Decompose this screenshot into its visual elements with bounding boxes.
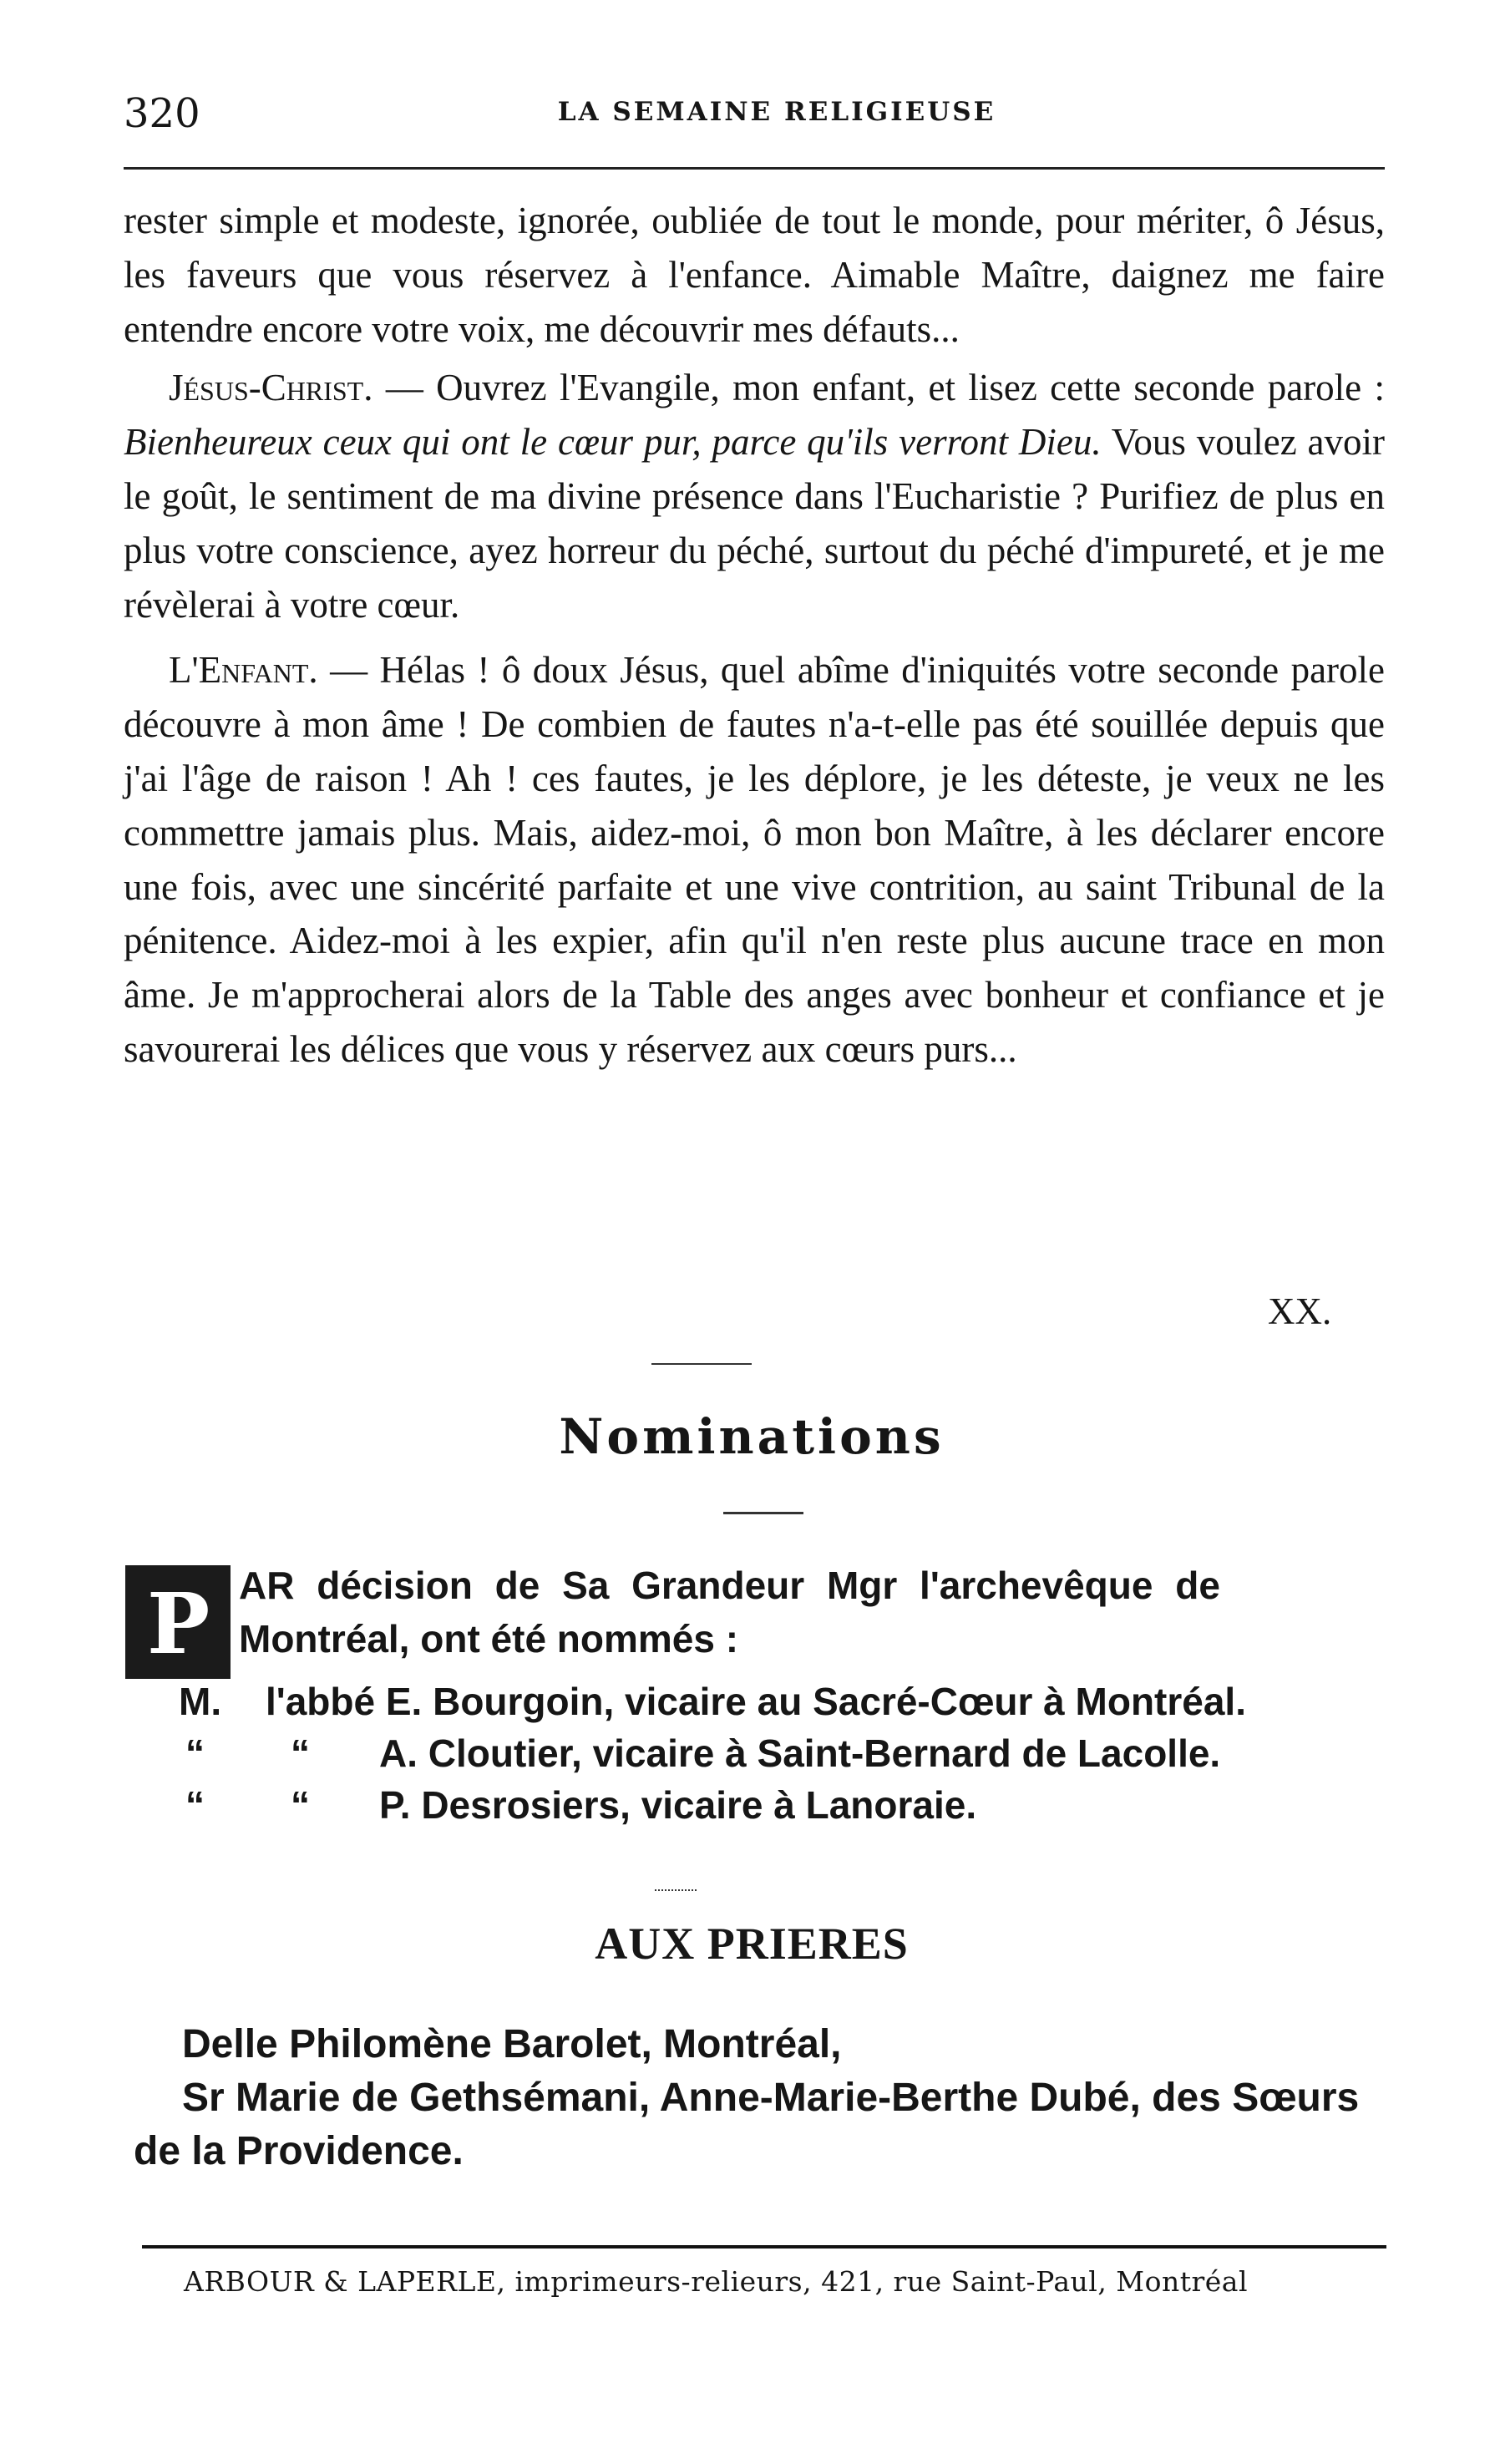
entry-prefix-second: “ [291,1783,310,1827]
child-response-text: — Hélas ! ô doux Jésus, quel abîme d'iniquités votre seconde parole découvre à mon âme ! De combien de fautes n'a-t-elle pas été souillée depuis que j'ai l'âge de raison ! Ah ! ces fautes, je les déplore, je les déteste, je veux ne les commettre jamais plus. Mais, aidez-moi, ô mon bon Maître, à les déclarer encore une fois, avec une sincérité parfaite et une vive contrition, au saint Tribunal de la pénitence. Aidez-moi à les expier, afin qu'il n'en reste plus aucune trace en mon âme. Je m'approcherai alors de la Table des anges avec bonheur et confiance et je savourerai les délices que vous y réservez aux cœurs purs... [124,649,1385,1070]
paragraph-jesus-reply [124,361,1385,631]
speaker-label-child: L'Enfant. [169,649,318,692]
jesus-reply-text-a: — Ouvrez l'Evangile, mon enfant, et lisez cette seconde parole : [372,367,1385,409]
dialogue-block [124,194,1385,1077]
nominations-intro-line2: Montréal, ont été nommés : [239,1617,739,1660]
signature: XX. [1268,1290,1332,1332]
dropcap-ornament [125,1565,231,1679]
entry-prefix-second: “ [291,1731,310,1775]
dropcap-letter: P [147,1574,210,1673]
nominations-heading: Nominations [559,1408,945,1465]
nomination-entry [179,1679,1246,1724]
footer-rule [142,2245,1386,2249]
page-number: 320 [124,90,200,137]
beatitude-quote: Bienheureux ceux qui ont le cœur pur, parce qu'ils verront Dieu. [124,421,1102,464]
nominations-intro [239,1559,1391,1665]
entry-text: l'abbé E. Bourgoin, vicaire au Sacré-Cœur à Montréal. [266,1680,1246,1723]
separator-rule [651,1363,752,1365]
entry-prefix: “ [185,1783,205,1827]
prieres-line: Delle Philomène Barolet, Montréal, [182,2022,842,2066]
nominations-intro-line1: AR décision de Sa Grandeur Mgr l'archevêque de [239,1564,1220,1607]
header-rule [124,167,1385,170]
prieres-line: Sr Marie de Gethsémani, Anne-Marie-Berthe Dubé, des Sœurs [182,2076,1360,2120]
jesus-reply-text-b: Vous voulez avoir le goût, le sentiment de ma divine présence dans l'Eucharistie ? Purifiez de plus en plus votre conscience, ayez horreur du péché, surtout du péché d'impureté, et je me révèlerai à votre cœur. [124,421,1385,626]
nominations-rule [723,1512,803,1514]
printer-imprint: ARBOUR & LAPERLE, imprimeurs-relieurs, 421, rue Saint-Paul, Montréal [184,2265,1248,2298]
paragraph-child-prayer: rester simple et modeste, ignorée, oubliée de tout le monde, pour mériter, ô Jésus, les faveurs que vous réservez à l'enfance. Aimable Maître, daignez me faire entendre encore votre voix, me découvrir mes défauts... [124,200,1385,350]
running-title: LA SEMAINE RELIGIEUSE [557,97,996,127]
prieres-line: de la Providence. [134,2129,464,2173]
minor-separator [655,1889,697,1891]
entry-text: P. Desrosiers, vicaire à Lanoraie. [379,1783,977,1827]
entry-prefix: M. [179,1680,222,1723]
prieres-heading: AUX PRIERES [595,1919,909,1969]
speaker-label-jesus: Jésus-Christ. [169,367,373,409]
entry-prefix: “ [185,1731,205,1775]
nomination-entry [185,1731,1220,1776]
nomination-entry [185,1782,976,1828]
entry-text: A. Cloutier, vicaire à Saint-Bernard de Lacolle. [379,1731,1221,1775]
paragraph-child-response [124,643,1385,1076]
